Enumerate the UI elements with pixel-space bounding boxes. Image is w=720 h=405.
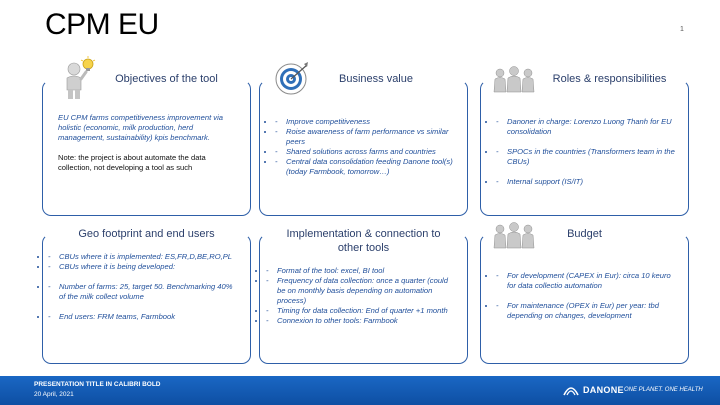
list-item: - • Internal support (IS/IT) xyxy=(496,177,678,187)
list-item: - • For maintenance (OPEX in Eur) per year: tbd depending on changes, development xyxy=(496,301,678,321)
list-item: - • Timing for data collection: End of quarter +1 month xyxy=(266,306,457,316)
objectives-body xyxy=(58,113,240,183)
geo-header: Geo footprint and end users xyxy=(78,228,215,240)
geo-card xyxy=(42,228,251,364)
list-item: - • SPOCs in the countries (Transformers team in the CBUs) xyxy=(496,147,678,167)
list-item: - • Central data consolidation feeding Danone tool(s) (today Farmbook, tomorrow…) xyxy=(275,157,457,177)
implementation-header xyxy=(260,227,467,255)
danone-logo-icon xyxy=(563,383,579,397)
footer-title: PRESENTATION TITLE IN CALIBRI BOLD xyxy=(34,381,161,388)
team-icon xyxy=(492,64,536,94)
roles-card xyxy=(480,73,689,216)
objectives-text: EU CPM farms competitiveness improvement via holistic (economic, milk production, herd management, sustainability) kpis benchmark. xyxy=(58,113,224,142)
business-value-header: Business value xyxy=(339,73,413,85)
list-item: - • End users: FRM teams, Farmbook xyxy=(48,312,240,322)
list-item: - • Improve competitiveness xyxy=(275,117,457,127)
roles-header: Roles & responsibilities xyxy=(552,73,667,85)
business-value-list xyxy=(275,117,457,177)
footer-brand: DANONE xyxy=(583,385,624,395)
slide-title: CPM EU xyxy=(45,8,159,41)
list-item: - • Number of farms: 25, target 50. Benchmarking 40% of the milk collect volume xyxy=(48,282,240,302)
list-item: - • Danoner in charge: Lorenzo Luong Thanh for EU consolidation xyxy=(496,117,678,137)
objectives-note: Note: the project is about automate the data collection, not developing a tool as such xyxy=(58,153,206,172)
budget-card xyxy=(480,228,689,364)
footer-date: 20 April, 2021 xyxy=(34,391,74,398)
implementation-card xyxy=(259,228,468,364)
list-item: - • Connexion to other tools: Farmbook xyxy=(266,316,457,326)
list-item: - • Frequency of data collection: once a quarter (could be on monthly basis depending on automation process) xyxy=(266,276,457,306)
objectives-card xyxy=(42,73,251,216)
team-icon xyxy=(492,220,536,250)
business-value-card xyxy=(259,73,468,216)
roles-list xyxy=(496,117,678,187)
list-item: - • Shared solutions across farms and countries xyxy=(275,147,457,157)
implementation-header-line1: Implementation & connection to xyxy=(286,228,441,240)
list-item: - • Format of the tool: excel, BI tool xyxy=(266,266,457,276)
implementation-list xyxy=(266,266,457,326)
objectives-header: Objectives of the tool xyxy=(115,73,218,85)
budget-header: Budget xyxy=(567,228,602,240)
lightbulb-person-icon xyxy=(58,56,98,100)
footer-bar xyxy=(0,376,720,405)
list-item: - • Roise awareness of farm performance vs similar peers xyxy=(275,127,457,147)
geo-list xyxy=(48,252,240,322)
footer-tagline: ONE PLANET. ONE HEALTH xyxy=(624,387,703,393)
list-item: - • CBUs where it is implemented: ES,FR,D,BE,RO,PL xyxy=(48,252,240,262)
implementation-header-line2: other tools xyxy=(337,242,390,254)
page-number: 1 xyxy=(680,26,684,33)
target-icon xyxy=(274,62,308,96)
budget-list xyxy=(496,271,678,321)
list-item: - • For development (CAPEX in Eur): circa 10 keuro for data collectio automation xyxy=(496,271,678,291)
list-item: - • CBUs where it is being developed: xyxy=(48,262,240,272)
